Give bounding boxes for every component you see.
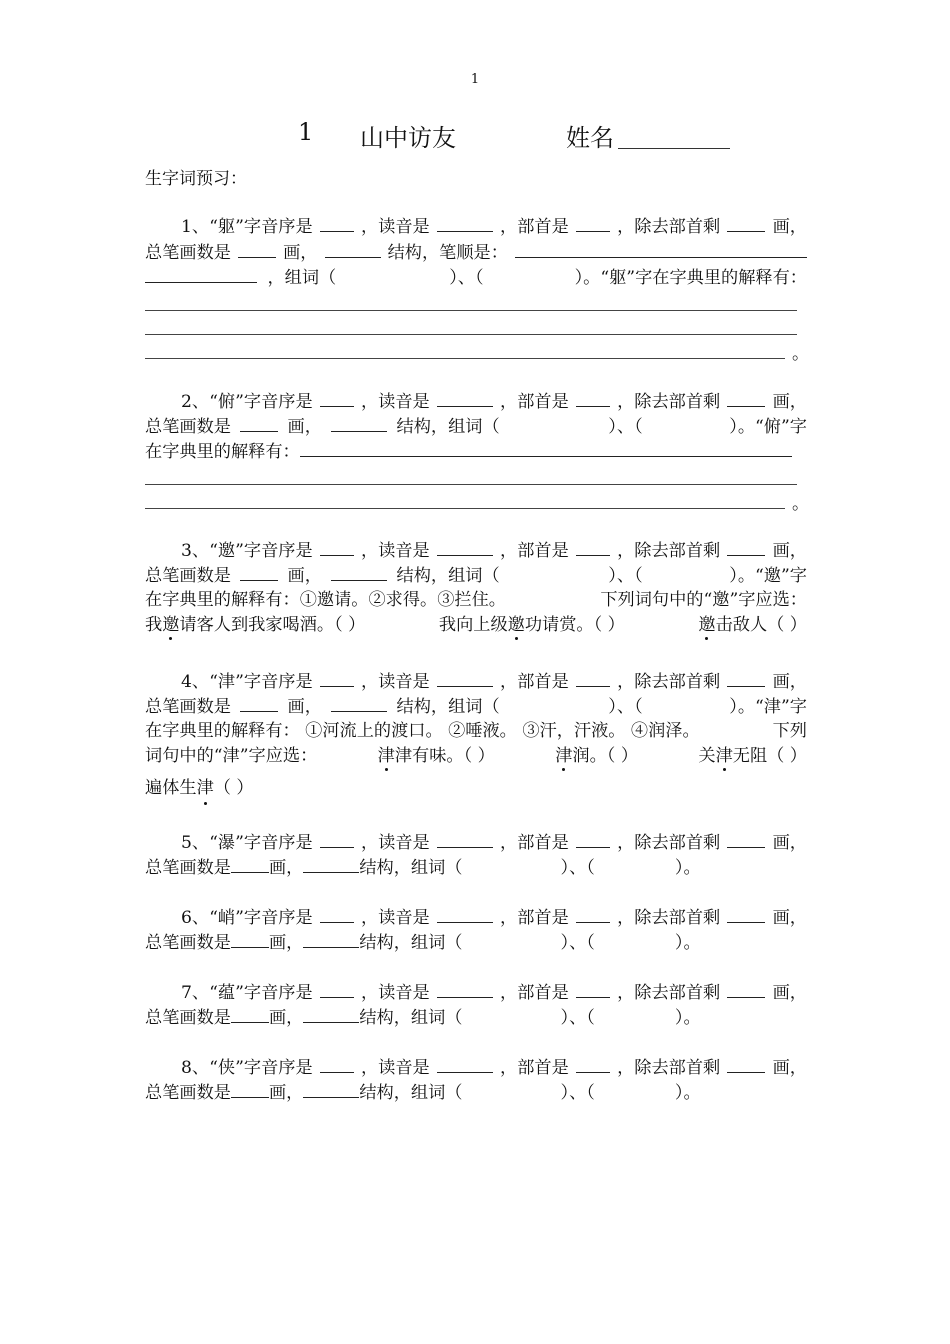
blank[interactable] <box>240 563 278 581</box>
q6-line-2: 总笔画数是 画， 结构，组词（ ）、（ ）。 <box>145 930 807 954</box>
blank[interactable] <box>437 214 493 232</box>
q2-line-1: 2、“俯”字音序是 ，读音是 ，部首是 ，除去部首剩 画， <box>145 389 807 413</box>
blank[interactable] <box>576 214 610 232</box>
blank[interactable] <box>231 1005 269 1023</box>
blank[interactable] <box>320 538 354 556</box>
blank[interactable] <box>303 930 359 948</box>
q3-line-1: 3、“邀”字音序是 ，读音是 ，部首是 ，除去部首剩 画， <box>145 538 807 562</box>
blank[interactable] <box>300 439 792 457</box>
blank[interactable] <box>576 905 610 923</box>
blank[interactable] <box>231 855 269 873</box>
lesson-number: 1 <box>298 118 314 146</box>
q3-line-3: 在字典里的解释有：①邀请。②求得。③拦住。 下列词句中的“邀”字应选： <box>145 590 807 610</box>
emphasized-char: 邀 <box>162 615 180 635</box>
blank[interactable] <box>331 414 387 432</box>
blank[interactable] <box>303 1080 359 1098</box>
q4-line-4: 词句中的“津”字应选： 津津有味。（ ） 津润。（ ） 关津无阻（ ） <box>145 746 807 766</box>
blank[interactable] <box>320 905 354 923</box>
blank[interactable] <box>727 389 765 407</box>
blank[interactable] <box>320 669 354 687</box>
blank[interactable] <box>320 830 354 848</box>
q5-line-2: 总笔画数是 画， 结构，组词（ ）、（ ）。 <box>145 855 807 879</box>
blank[interactable] <box>437 980 493 998</box>
lesson-name: 山中访友 <box>360 124 456 152</box>
q4-line-3: 在字典里的解释有： ①河流上的渡口。 ②唾液。 ③汗，汗液。 ④润泽。 下列 <box>145 721 807 741</box>
blank[interactable] <box>727 980 765 998</box>
blank[interactable] <box>325 240 381 258</box>
blank[interactable] <box>576 538 610 556</box>
q2-line-2: 总笔画数是 画， 结构，组词（ ）、（ ）。“俯”字 <box>145 414 807 438</box>
blank[interactable] <box>437 1055 493 1073</box>
blank[interactable] <box>331 563 387 581</box>
emphasized-char: 邀 <box>507 615 525 635</box>
blank[interactable] <box>576 389 610 407</box>
blank[interactable] <box>727 669 765 687</box>
blank[interactable] <box>576 1055 610 1073</box>
blank[interactable] <box>238 240 276 258</box>
blank[interactable] <box>515 240 807 258</box>
blank[interactable] <box>437 669 493 687</box>
q4-line-1: 4、“津”字音序是 ，读音是 ，部首是 ，除去部首剩 画， <box>145 669 807 693</box>
blank[interactable] <box>240 694 278 712</box>
blank[interactable] <box>437 830 493 848</box>
q8-line-1: 8、“侠”字音序是 ，读音是 ，部首是 ，除去部首剩 画， <box>145 1055 807 1079</box>
q1-end: 。 <box>792 344 810 364</box>
q1-line-2: 总笔画数是 画， 结构，笔顺是： <box>145 240 807 264</box>
blank[interactable] <box>320 389 354 407</box>
name-blank[interactable] <box>618 148 730 149</box>
blank[interactable] <box>576 830 610 848</box>
q4-line-5: 遍体生 津 （ ） <box>145 778 254 798</box>
q8-line-2: 总笔画数是 画， 结构，组词（ ）、（ ）。 <box>145 1080 807 1104</box>
answer-line[interactable] <box>145 508 785 509</box>
blank[interactable] <box>145 265 257 283</box>
emphasized-char: 津 <box>555 746 573 766</box>
blank[interactable] <box>331 694 387 712</box>
blank[interactable] <box>437 389 493 407</box>
blank[interactable] <box>576 669 610 687</box>
blank[interactable] <box>231 930 269 948</box>
q2-line-3: 在字典里的解释有： <box>145 439 807 463</box>
blank[interactable] <box>320 1055 354 1073</box>
q1-line-3: ，组词（ ）、（ ）。“躯”字在字典里的解释有： <box>145 265 807 289</box>
q3-line-2: 总笔画数是 画， 结构，组词（ ）、（ ）。“邀”字 <box>145 563 807 587</box>
blank[interactable] <box>320 214 354 232</box>
q5-line-1: 5、“瀑”字音序是 ，读音是 ，部首是 ，除去部首剩 画， <box>145 830 807 854</box>
q7-line-2: 总笔画数是 画， 结构，组词（ ）、（ ）。 <box>145 1005 807 1029</box>
blank[interactable] <box>727 1055 765 1073</box>
name-label: 姓名 <box>566 124 614 152</box>
q7-line-1: 7、“蕴”字音序是 ，读音是 ，部首是 ，除去部首剩 画， <box>145 980 807 1004</box>
page-number: 1 <box>470 72 480 87</box>
emphasized-char: 邀 <box>698 615 716 635</box>
q3-line-4: 我邀请客人到我家喝酒。（ ） 我向上级邀功请赏。（ ） 邀击敌人（ ） <box>145 615 807 635</box>
q6-line-1: 6、“峭”字音序是 ，读音是 ，部首是 ，除去部首剩 画， <box>145 905 807 929</box>
blank[interactable] <box>303 1005 359 1023</box>
page-title <box>0 118 950 152</box>
emphasized-char: 津 <box>196 778 214 798</box>
q2-end: 。 <box>792 494 810 514</box>
blank[interactable] <box>576 980 610 998</box>
emphasized-char: 津 <box>715 746 733 766</box>
answer-line[interactable] <box>145 484 797 485</box>
blank[interactable] <box>240 414 278 432</box>
blank[interactable] <box>727 538 765 556</box>
blank[interactable] <box>231 1080 269 1098</box>
blank[interactable] <box>437 905 493 923</box>
q1-line-1: 1、“躯”字音序是 ，读音是 ，部首是 ，除去部首剩 画， <box>145 214 807 238</box>
blank[interactable] <box>727 214 765 232</box>
answer-line[interactable] <box>145 310 797 311</box>
blank[interactable] <box>437 538 493 556</box>
blank[interactable] <box>320 980 354 998</box>
emphasized-char: 津 <box>377 746 395 766</box>
blank[interactable] <box>727 905 765 923</box>
answer-line[interactable] <box>145 334 797 335</box>
blank[interactable] <box>303 855 359 873</box>
answer-line[interactable] <box>145 358 785 359</box>
q4-line-2: 总笔画数是 画， 结构，组词（ ）、（ ）。“津”字 <box>145 694 807 718</box>
section-heading: 生字词预习： <box>145 169 247 189</box>
blank[interactable] <box>727 830 765 848</box>
